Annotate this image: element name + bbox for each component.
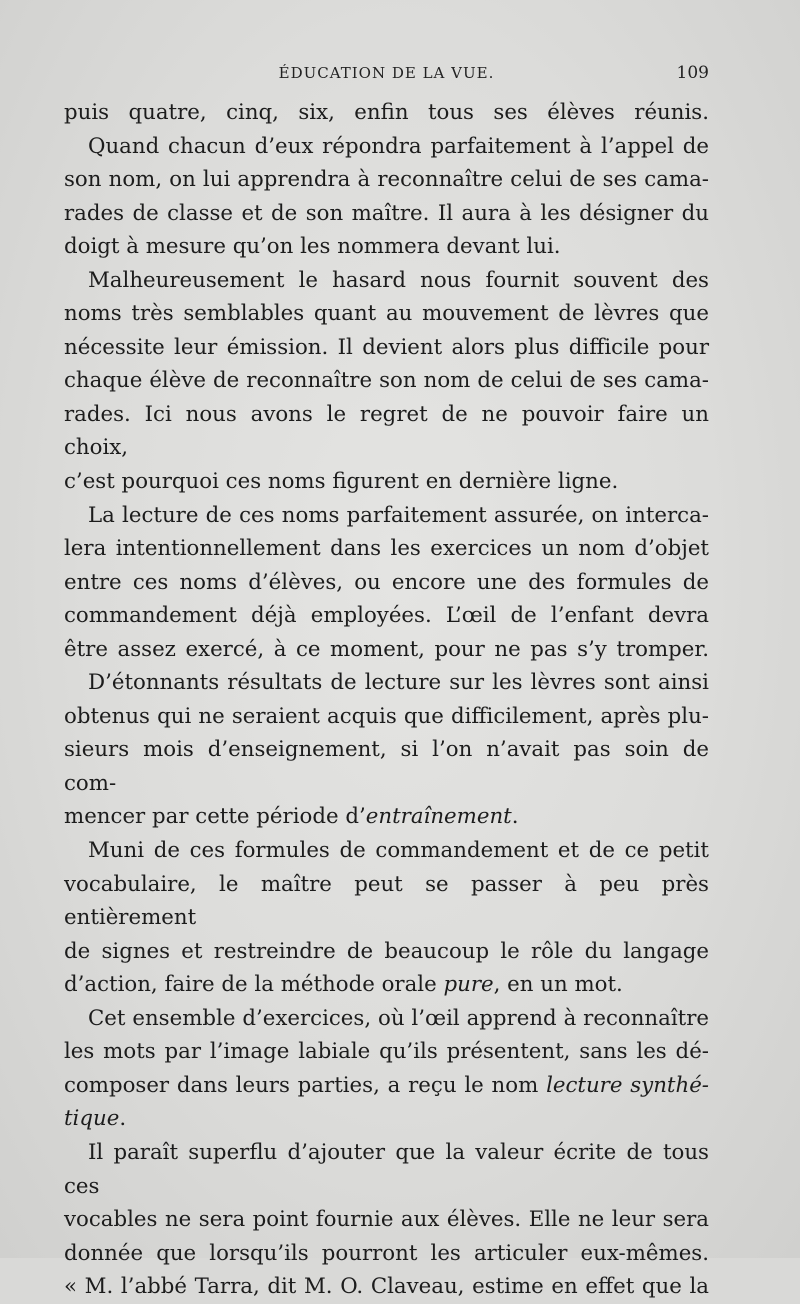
italic-term: entraînement [365,804,512,830]
text-line: de signes et restreindre de beaucoup le rôle du langage [64,938,709,964]
page-header [64,62,709,86]
text-line [64,800,709,834]
text-line: sieurs mois d’enseignement, si l’on n’avait pas soin de com- [64,737,709,796]
text-line: entre ces noms d’élèves, ou encore une des formules de [64,569,709,595]
text-line: vocables ne sera point fournie aux élèves. Elle ne leur sera [64,1207,709,1233]
body-text [64,96,709,1304]
page-number: 109 [676,63,709,83]
text-line: obtenus qui ne seraient acquis que difficilement, après plu- [64,703,709,729]
text-line: vocabulaire, le maître peut se passer à peu près entièrement [64,871,709,931]
italic-term: lecture synthé- [546,1072,709,1098]
text-line: être assez exercé, à ce moment, pour ne pas s’y tromper. [64,636,709,662]
text-line: chaque élève de reconnaître son nom de celui de ses cama- [64,368,709,394]
text-segment: , en un mot. [493,972,623,998]
text-line: rades de classe et de son maître. Il aura à les désigner du [64,200,709,226]
text-line: les mots par l’image labiale qu’ils présentent, sans les dé- [64,1039,709,1065]
text-line: rades. Ici nous avons le regret de ne pouvoir faire un choix, [64,401,709,461]
text-segment: . [119,1106,127,1132]
text-line: nécessite leur émission. Il devient alors plus difficile pour [64,334,709,360]
text-line: D’étonnants résultats de lecture sur les lèvres sont ainsi [88,670,709,696]
text-line [64,1069,709,1103]
text-line [64,1102,709,1136]
italic-term: tique [64,1106,120,1132]
text-segment: composer dans leurs parties, a reçu le nom [64,1072,547,1098]
text-line: Cet ensemble d’exercices, où l’œil apprend à reconnaître [88,1005,709,1031]
text-line: « M. l’abbé Tarra, dit M. O. Claveau, estime en effet que la [64,1274,709,1300]
text-line: Muni de ces formules de commandement et de ce petit [88,838,709,864]
text-line: Malheureusement le hasard nous fournit souvent des [88,267,709,293]
text-line: son nom, on lui apprendra à reconnaître celui de ses cama- [64,167,709,193]
text-line: c’est pourquoi ces noms figurent en dernière ligne. [64,469,619,495]
text-segment: d’action, faire de la méthode orale [64,972,444,998]
text-line: doigt à mesure qu’on les nommera devant lui. [64,234,561,260]
text-line: La lecture de ces noms parfaitement assurée, on interca- [88,502,709,528]
running-title: ÉDUCATION DE LA VUE. [278,64,495,82]
text-segment: . [511,804,519,830]
text-line [64,968,709,1002]
text-line: donnée que lorsqu’ils pourront les articuler eux-mêmes. [64,1240,709,1266]
text-line: Quand chacun d’eux répondra parfaitement à l’appel de [88,133,709,159]
text-segment: mencer par cette période d’ [64,804,366,830]
text-line: noms très semblables quant au mouvement de lèvres que [64,301,709,327]
text-line: lera intentionnellement dans les exercices un nom d’objet [64,536,709,562]
text-line: puis quatre, cinq, six, enfin tous ses élèves réunis. [64,100,709,125]
text-line: Il paraît superflu d’ajouter que la valeur écrite de tous ces [64,1139,709,1199]
text-line: commandement déjà employées. L’œil de l’enfant devra [64,603,709,629]
italic-term: pure [443,972,494,998]
